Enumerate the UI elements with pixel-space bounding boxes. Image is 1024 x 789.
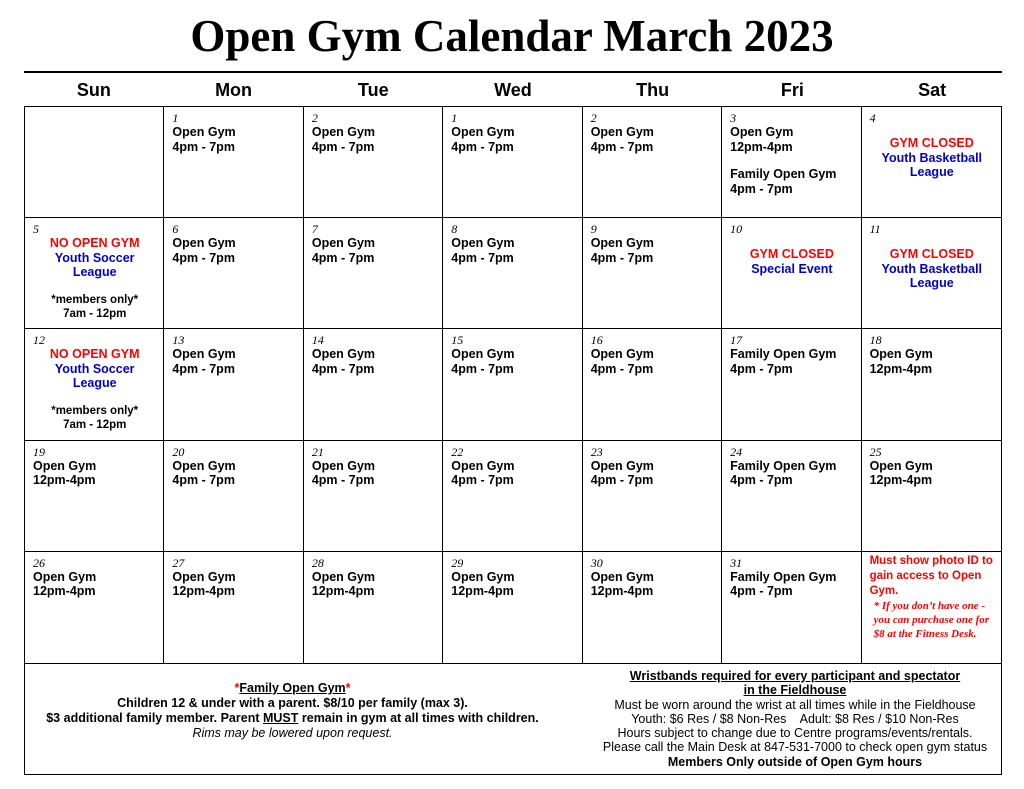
day-cell [164,107,303,218]
day-cell [304,107,443,218]
day-number: 21 [311,444,324,459]
league-label: League [72,376,117,391]
day-number: 8 [451,222,458,237]
event-time: 4pm - 7pm [590,361,654,376]
event-label: Open Gym [590,125,654,139]
wristband-info [585,669,1005,769]
event-time: 4pm - 7pm [172,139,235,154]
day-number: 31 [730,555,743,570]
event-label: Family Open Gym [730,167,837,181]
day-cell [583,329,722,440]
day-cell [304,218,443,329]
day-number: 3 [730,111,737,125]
event-label: Open Gym [590,236,654,251]
day-cell [862,107,1001,218]
event-time: 12pm-4pm [869,473,933,488]
event-label: Open Gym [590,569,654,584]
day-number: 6 [172,222,179,237]
day-cell [164,552,303,663]
event-time: 12pm-4pm [33,473,96,488]
wristband-rule: Must be worn around the wrist at all times while in the Fieldhouse [614,697,976,712]
event-label: Open Gym [451,458,515,473]
event-label: Family Open Gym [730,458,837,473]
page-title: Open Gym Calendar March 2023 [190,11,834,61]
asterisk: * [234,681,240,695]
event-label: Open Gym [172,458,236,473]
event-time: 7am - 12pm [63,419,127,432]
day-cell [25,552,164,663]
day-number: 10 [730,222,743,237]
day-number: 2 [590,111,597,125]
wristband-pricing: Youth: $6 Res / $8 Non-Res Adult: $8 Res / $10 Non-Res [631,711,959,726]
day-cell [164,441,303,552]
main-desk-phone-note: Please call the Main Desk at 847-531-7000 to check open gym status [602,740,988,755]
day-number: 16 [590,333,603,348]
event-time: 4pm - 7pm [311,250,375,265]
event-time: 12pm-4pm [311,584,375,599]
rules-text: remain in gym at all times with children. [298,711,539,725]
rules-text: $3 additional family member. Parent [46,711,263,725]
family-open-gym-info [25,681,560,741]
event-time: 12pm-4pm [730,139,793,154]
family-open-gym-heading [25,681,560,696]
day-number: 13 [172,333,185,348]
event-label: Open Gym [730,125,794,139]
event-label: Open Gym [451,125,515,139]
day-number: 20 [172,444,185,459]
event-label: Open Gym [33,569,97,584]
event-time: 7am - 12pm [63,308,127,321]
day-cell [25,329,164,440]
calendar-grid [24,106,1002,664]
event-time: 4pm - 7pm [730,181,793,196]
day-header-wed: Wed [494,80,532,100]
day-number: 7 [311,222,318,237]
event-time: 12pm-4pm [869,361,933,376]
closed-label: GYM CLOSED [749,247,834,262]
day-number: 11 [869,222,881,237]
day-cell [722,107,861,218]
event-label: Open Gym [451,569,515,584]
photo-id-notice-cell [862,552,1001,663]
closed-label: GYM CLOSED [889,247,974,262]
day-number: 1 [451,111,458,125]
day-number: 5 [33,222,39,237]
event-label: Open Gym [869,458,933,473]
day-cell [304,441,443,552]
days-of-week-header [24,74,1002,106]
wristband-heading: Wristbands required for every participant and spectator [629,669,961,683]
members-only-label: *members only* [51,404,139,417]
league-label: League [72,265,117,280]
day-number: 23 [590,444,603,459]
event-label: Open Gym [451,236,515,251]
closed-label: NO OPEN GYM [49,347,140,362]
league-label: Youth Soccer [54,250,135,265]
league-label: League [909,276,954,291]
day-number: 19 [33,444,45,459]
event-time: 4pm - 7pm [172,473,235,488]
event-time: 4pm - 7pm [590,139,654,154]
day-cell [304,329,443,440]
asterisk: * [345,681,351,695]
day-cell [443,107,582,218]
closed-label: GYM CLOSED [889,136,974,150]
photo-id-notice: Must show photo ID to gain access to Open Gym. [869,554,993,597]
league-label: Youth Soccer [54,361,135,376]
event-label: Family Open Gym [730,569,837,584]
family-open-gym-title: Family Open Gym [239,681,346,695]
family-pricing-line: Children 12 & under with a parent. $8/10 per family (max 3). [117,696,468,710]
day-cell [25,218,164,329]
hours-change-note: Hours subject to change due to Centre programs/events/rentals. [617,726,973,741]
day-cell [443,329,582,440]
rims-note: Rims may be lowered upon request. [192,726,393,740]
day-cell [25,441,164,552]
day-cell [164,218,303,329]
day-number: 30 [590,555,603,570]
day-number: 4 [869,111,876,125]
family-rules-line [25,711,560,726]
event-label: Open Gym [590,458,654,473]
day-cell [583,107,722,218]
day-number: 18 [869,333,882,348]
day-cell [862,329,1001,440]
event-time: 4pm - 7pm [311,139,375,154]
league-label: Youth Basketball [881,261,983,276]
event-time: 4pm - 7pm [730,584,793,599]
day-cell [164,329,303,440]
event-label: Open Gym [172,125,236,139]
day-number: 29 [451,555,464,570]
event-label: Open Gym [172,236,236,251]
title-divider [24,71,1002,73]
day-cell [443,552,582,663]
day-number: 28 [311,555,324,570]
day-number: 2 [311,111,318,125]
event-label: Open Gym [311,125,376,139]
day-cell [722,329,861,440]
day-number: 1 [172,111,179,125]
event-label: Open Gym [451,347,515,362]
day-number: 17 [730,333,743,348]
day-header-mon: Mon [215,80,253,100]
event-time: 12pm-4pm [172,584,235,599]
event-time: 4pm - 7pm [172,250,235,265]
event-time: 12pm-4pm [33,584,96,599]
day-header-thu: Thu [636,80,670,100]
wristband-heading-2: in the Fieldhouse [743,683,847,698]
day-cell [583,218,722,329]
day-cell [443,441,582,552]
event-time: 4pm - 7pm [311,361,375,376]
day-number: 15 [451,333,464,348]
event-time: 4pm - 7pm [451,473,514,488]
day-cell [862,218,1001,329]
event-time: 4pm - 7pm [311,473,375,488]
event-label: Open Gym [172,347,236,362]
event-label: Open Gym [590,347,654,362]
day-number: 26 [33,555,45,570]
day-number: 24 [730,444,743,459]
event-time: 4pm - 7pm [590,250,654,265]
event-time: 4pm - 7pm [451,250,514,265]
day-cell [443,218,582,329]
day-cell [583,441,722,552]
event-time: 12pm-4pm [451,584,514,599]
day-header-sun: Sun [76,80,111,100]
must-emphasis: MUST [262,711,299,725]
event-time: 4pm - 7pm [172,361,235,376]
event-label: Open Gym [33,458,97,473]
league-label: League [909,165,954,179]
day-number: 9 [590,222,597,237]
day-number: 12 [33,333,45,348]
event-time: 4pm - 7pm [730,473,793,488]
event-time: 12pm-4pm [590,584,654,599]
footer-info [24,663,1002,775]
day-number: 22 [451,444,464,459]
event-time: 4pm - 7pm [451,139,514,154]
event-type-label: Special Event [751,261,833,276]
fitness-desk-note: * If you don’t have one - you can purchase one for $8 at the Fitness Desk. [873,599,990,640]
event-time: 4pm - 7pm [730,361,793,376]
league-label: Youth Basketball [881,150,983,165]
members-only-note: Members Only outside of Open Gym hours [667,754,923,769]
event-label: Open Gym [311,347,376,362]
event-label: Open Gym [311,458,376,473]
day-cell [862,441,1001,552]
day-number: 25 [869,444,882,459]
day-header-tue: Tue [357,80,389,100]
event-label: Open Gym [869,347,933,362]
day-cell [304,552,443,663]
day-cell [722,441,861,552]
day-number: 27 [172,555,185,570]
closed-label: NO OPEN GYM [49,236,140,251]
day-cell-empty [25,107,164,218]
members-only-label: *members only* [51,293,139,306]
event-time: 4pm - 7pm [451,361,514,376]
day-number: 14 [311,333,324,348]
event-label: Open Gym [311,569,376,584]
event-time: 4pm - 7pm [590,473,654,488]
day-cell [583,552,722,663]
event-label: Open Gym [172,569,236,584]
day-header-fri: Fri [780,80,804,100]
day-header-sat: Sat [918,80,947,100]
day-cell [722,218,861,329]
event-label: Family Open Gym [730,347,837,362]
day-cell [722,552,861,663]
event-label: Open Gym [311,236,376,251]
